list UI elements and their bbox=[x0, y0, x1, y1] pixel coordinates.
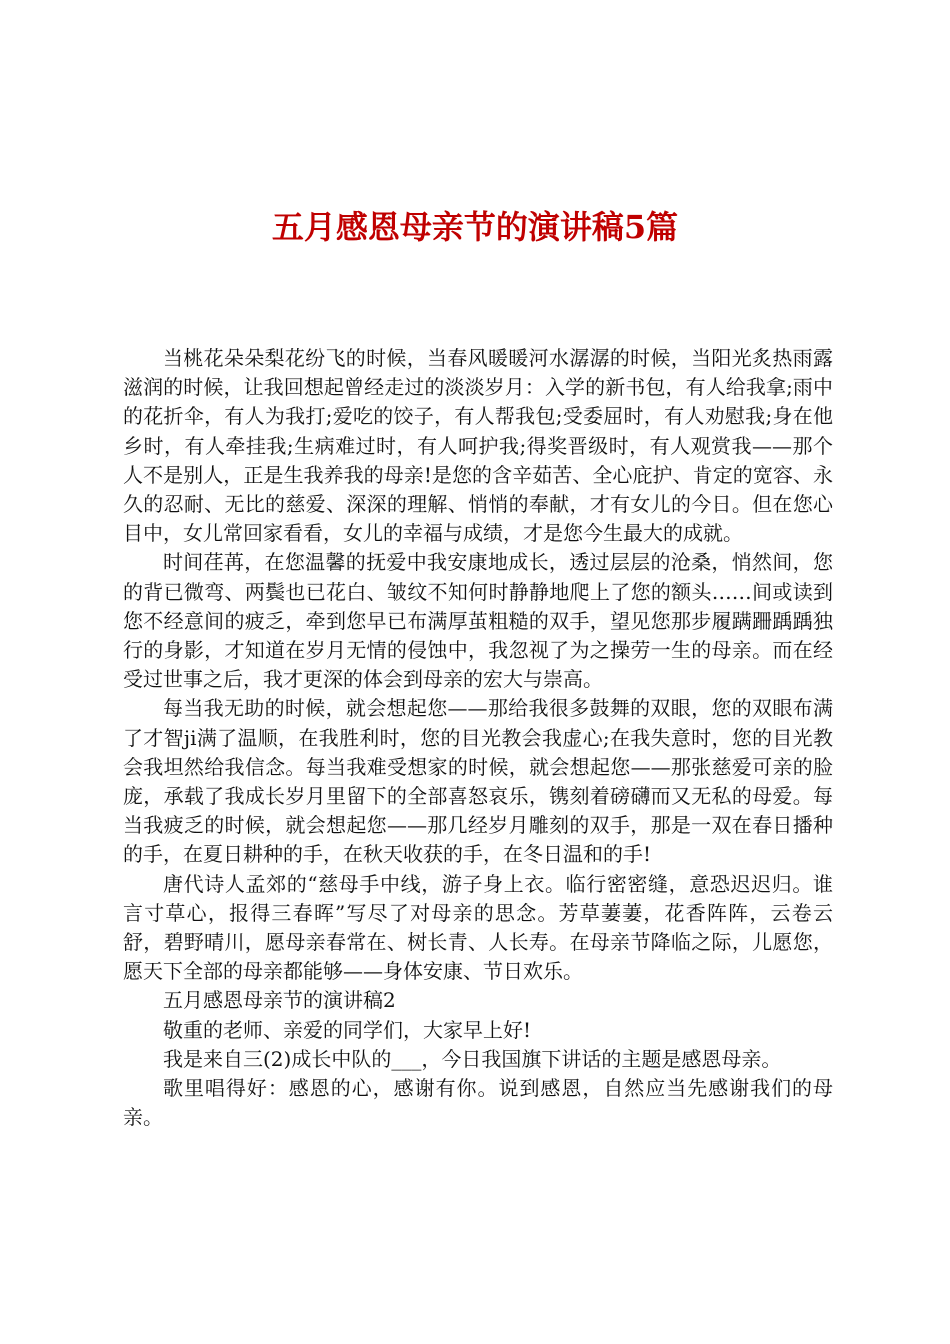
document-body bbox=[123, 344, 833, 1132]
paragraph-2: 时间荏苒，在您温馨的抚爱中我安康地成长，透过层层的沧桑，悄然间，您的背已微弯、两鬓也已花白、皱纹不知何时静静地爬上了您的额头……间或读到您不经意间的疲乏，牵到您早已布满厚茧粗糙的双手，望见您那步履蹒跚踽踽独行的身影，才知道在岁月无情的侵蚀中，我忽视了为之操劳一生的母亲。而在经受过世事之后，我才更深的体会到母亲的宏大与崇高。 bbox=[123, 550, 833, 692]
paragraph-1: 当桃花朵朵梨花纷飞的时候，当春风暖暖河水潺潺的时候，当阳光炙热雨露滋润的时候，让我回想起曾经走过的淡淡岁月：入学的新书包，有人给我拿;雨中的花折伞，有人为我打;爱吃的饺子，有人帮我包;受委屈时，有人劝慰我;身在他乡时，有人牵挂我;生病难过时，有人呵护我;得奖晋级时，有人观赏我——那个人不是别人，正是生我养我的母亲!是您的含辛茹苦、全心庇护、肯定的宽容、永久的忍耐、无比的慈爱、深深的理解、悄悄的奉献，才有女儿的今日。但在您心目中，女儿常回家看看，女儿的幸福与成绩，才是您今生最大的成就。 bbox=[123, 346, 833, 546]
greeting-paragraph: 敬重的老师、亲爱的同学们，大家早上好! bbox=[163, 1017, 532, 1042]
document-title: 五月感恩母亲节的演讲稿5篇 bbox=[271, 208, 679, 246]
paragraph-song: 歌里唱得好：感恩的心，感谢有你。说到感恩，自然应当先感谢我们的母亲。 bbox=[123, 1076, 833, 1130]
paragraph-intro: 我是来自三(2)成长中队的___，今日我国旗下讲话的主题是感恩母亲。 bbox=[163, 1046, 782, 1071]
paragraph-3: 每当我无助的时候，就会想起您——那给我很多鼓舞的双眼，您的双眼布满了才智ji满了温顺，在我胜利时，您的目光教会我虚心;在我失意时，您的目光教会我坦然给我信念。每当我难受想家的时候，就会想起您——那张慈爱可亲的脸庞，承载了我成长岁月里留下的全部喜怒哀乐，镌刻着磅礴而又无私的母爱。每当我疲乏的时候，就会想起您——那几经岁月雕刻的双手，那是一双在春日播种的手，在夏日耕种的手，在秋天收获的手，在冬日温和的手! bbox=[123, 696, 833, 867]
paragraph-4: 唐代诗人孟郊的“慈母手中线，游子身上衣。临行密密缝，意恐迟迟归。谁言寸草心，报得三春晖”写尽了对母亲的思念。芳草萋萋，花香阵阵，云卷云舒，碧野晴川，愿母亲春常在、树长青、人长寿。在母亲节降临之际，儿愿您，愿天下全部的母亲都能够——身体安康、节日欢乐。 bbox=[123, 871, 833, 984]
section-heading-2: 五月感恩母亲节的演讲稿2 bbox=[163, 988, 396, 1013]
